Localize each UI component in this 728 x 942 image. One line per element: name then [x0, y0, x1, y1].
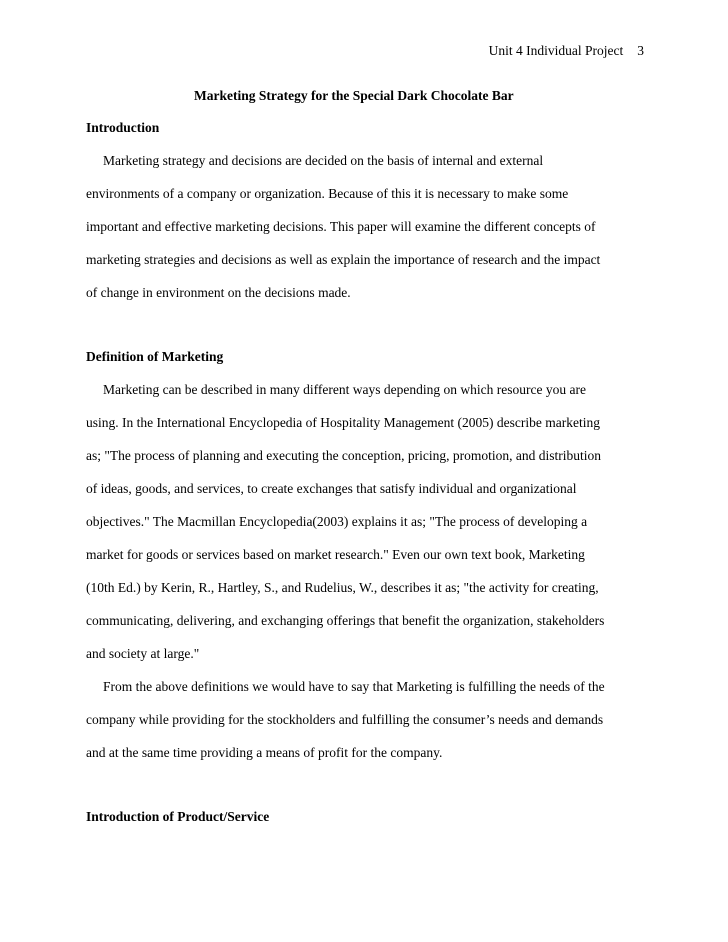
section-heading-definition: Definition of Marketing	[86, 349, 224, 364]
section-heading-product-service: Introduction of Product/Service	[86, 809, 270, 824]
paragraph-line: company while providing for the stockholders and fulfilling the consumer’s needs and demands	[86, 712, 604, 727]
paragraph-line: as; "The process of planning and executing the conception, pricing, promotion, and distribution	[86, 448, 602, 463]
paragraph-line: Marketing can be described in many different ways depending on which resource you are	[103, 382, 586, 397]
paragraph-line: (10th Ed.) by Kerin, R., Hartley, S., and Rudelius, W., describes it as; "the activity for creating,	[86, 580, 599, 595]
paragraph-line: important and effective marketing decisions. This paper will examine the different concepts of	[86, 219, 596, 234]
paragraph-line: marketing strategies and decisions as well as explain the importance of research and the impact	[86, 252, 601, 267]
paragraph-line: market for goods or services based on market research." Even our own text book, Marketing	[86, 547, 585, 562]
paragraph-line: using. In the International Encyclopedia of Hospitality Management (2005) describe marketing	[86, 415, 600, 430]
paragraph-line: environments of a company or organization. Because of this it is necessary to make some	[86, 186, 569, 201]
paragraph-line: of ideas, goods, and services, to create exchanges that satisfy individual and organizational	[86, 481, 577, 496]
paragraph-line: From the above definitions we would have to say that Marketing is fulfilling the needs of the	[103, 679, 605, 694]
running-header	[489, 43, 644, 59]
paragraph-line: Marketing strategy and decisions are decided on the basis of internal and external	[103, 153, 544, 168]
paragraph-line: and society at large."	[86, 646, 200, 661]
paragraph-line: of change in environment on the decisions made.	[86, 285, 351, 300]
paragraph-line: and at the same time providing a means of profit for the company.	[86, 745, 443, 760]
document-title: Marketing Strategy for the Special Dark Chocolate Bar	[194, 88, 514, 103]
section-heading-introduction: Introduction	[86, 120, 160, 135]
paragraph-line: communicating, delivering, and exchanging offerings that benefit the organization, stakeholders	[86, 613, 605, 628]
page-number: 3	[637, 43, 644, 58]
paragraph-line: objectives." The Macmillan Encyclopedia(2003) explains it as; "The process of developing a	[86, 514, 588, 529]
running-head-text: Unit 4 Individual Project	[488, 43, 624, 58]
